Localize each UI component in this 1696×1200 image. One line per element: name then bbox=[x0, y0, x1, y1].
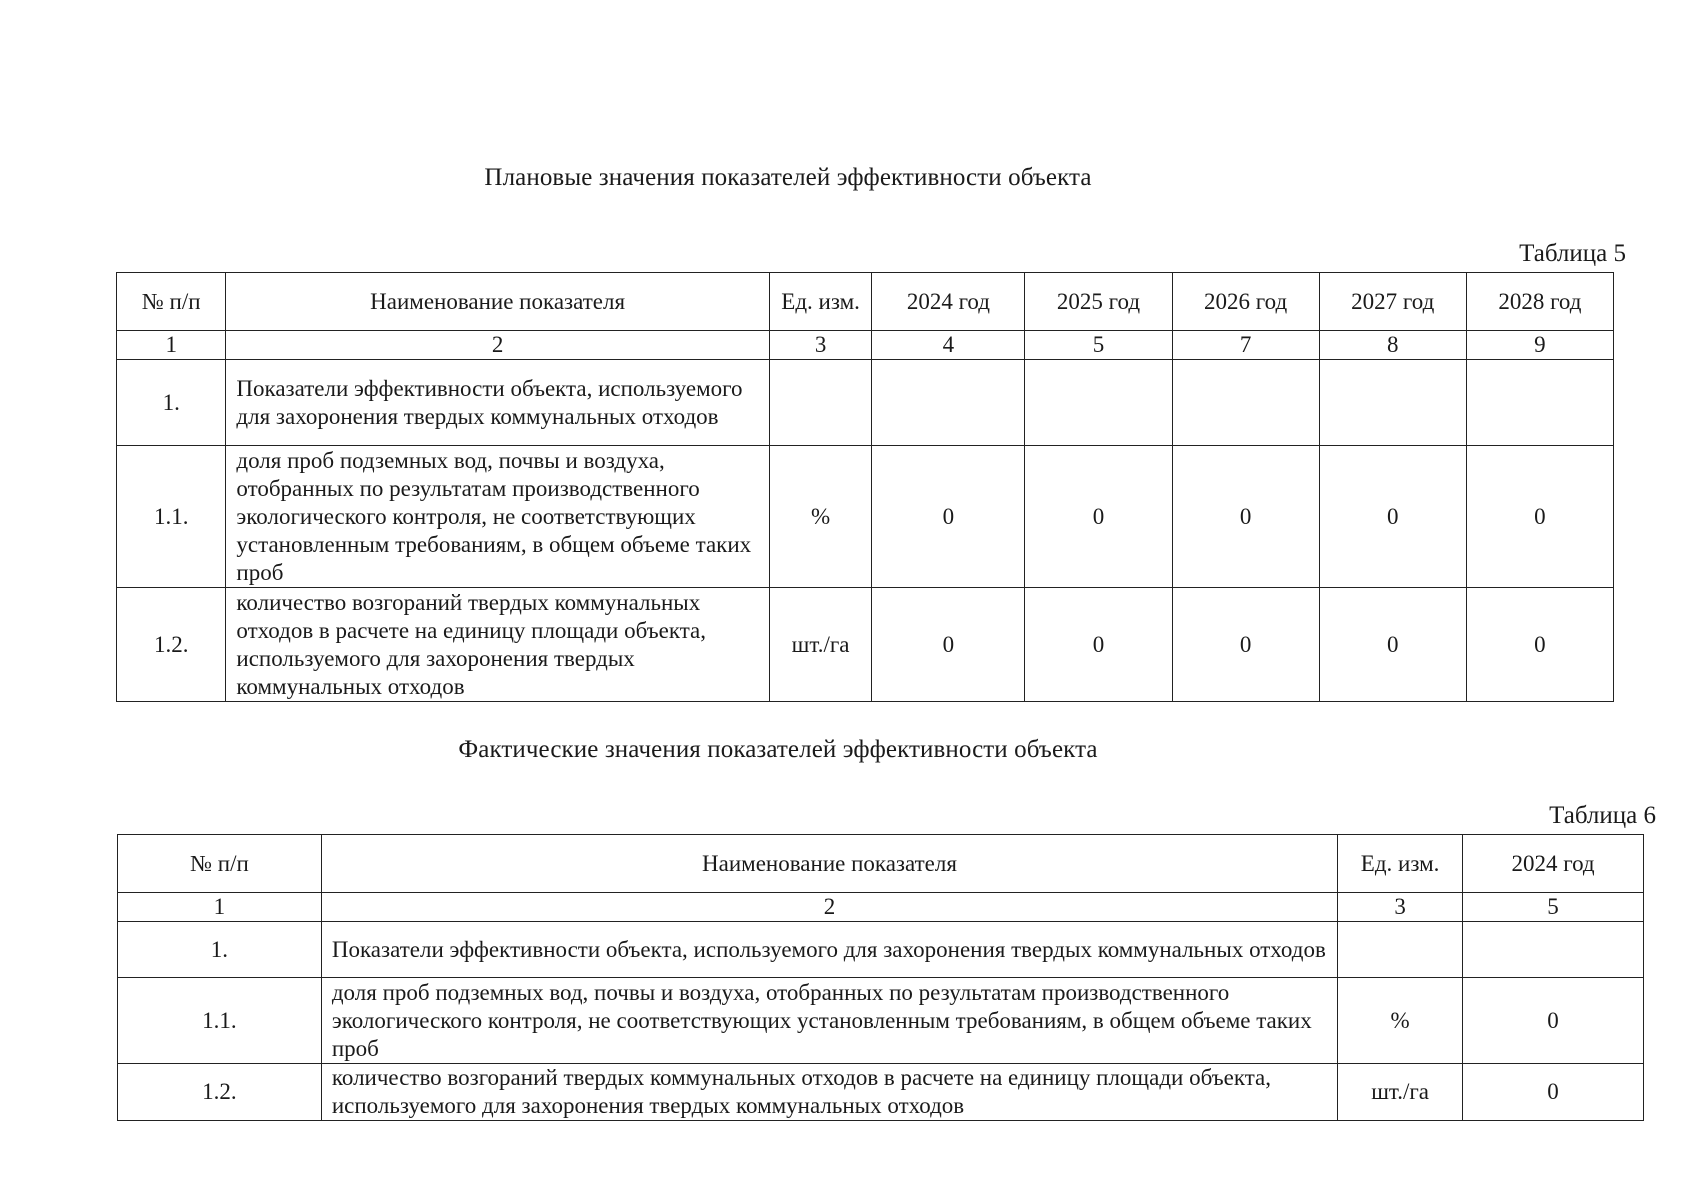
row-value-2024 bbox=[1463, 922, 1644, 978]
actual-values-table bbox=[117, 834, 1644, 1121]
row-num: 1.1. bbox=[117, 446, 226, 588]
row-value-2026: 0 bbox=[1172, 588, 1319, 702]
row-num: 1.2. bbox=[117, 588, 226, 702]
table-row bbox=[117, 588, 1614, 702]
table-row bbox=[118, 922, 1644, 978]
table-row bbox=[118, 978, 1644, 1064]
row-unit: % bbox=[1338, 978, 1463, 1064]
table6-header-unit: Ед. изм. bbox=[1338, 835, 1463, 893]
table6-header-num: № п/п bbox=[118, 835, 322, 893]
row-value-2025: 0 bbox=[1025, 588, 1172, 702]
row-num: 1.1. bbox=[118, 978, 322, 1064]
table-row bbox=[118, 1064, 1644, 1121]
row-name: доля проб подземных вод, почвы и воздуха, отобранных по результатам производственного экологического контроля, не соответствующих установленным требованиям, в общем объеме таких проб bbox=[321, 978, 1337, 1064]
table6-index-cell: 1 bbox=[118, 893, 322, 922]
row-value-2026: 0 bbox=[1172, 446, 1319, 588]
table5-index-cell: 4 bbox=[872, 331, 1025, 360]
row-unit: % bbox=[769, 446, 872, 588]
row-value-2025: 0 bbox=[1025, 446, 1172, 588]
table5-index-cell: 5 bbox=[1025, 331, 1172, 360]
table-row bbox=[117, 360, 1614, 446]
table5-header-num: № п/п bbox=[117, 273, 226, 331]
table6-header-2024: 2024 год bbox=[1463, 835, 1644, 893]
row-value-2026 bbox=[1172, 360, 1319, 446]
row-value-2027: 0 bbox=[1319, 588, 1466, 702]
row-name: Показатели эффективности объекта, используемого для захоронения твердых коммунальных отходов bbox=[321, 922, 1337, 978]
row-num: 1. bbox=[118, 922, 322, 978]
row-value-2028 bbox=[1466, 360, 1613, 446]
table-row bbox=[117, 446, 1614, 588]
table6-index-cell: 3 bbox=[1338, 893, 1463, 922]
row-name: Показатели эффективности объекта, используемого для захоронения твердых коммунальных отходов bbox=[226, 360, 769, 446]
row-name: доля проб подземных вод, почвы и воздуха, отобранных по результатам производственного экологического контроля, не соответствующих установленным требованиям, в общем объеме таких проб bbox=[226, 446, 769, 588]
row-value-2028: 0 bbox=[1466, 446, 1613, 588]
row-num: 1.2. bbox=[118, 1064, 322, 1121]
row-name: количество возгораний твердых коммунальных отходов в расчете на единицу площади объекта, используемого для захоронения твердых коммунальных отходов bbox=[321, 1064, 1337, 1121]
table6-index-cell: 5 bbox=[1463, 893, 1644, 922]
row-unit bbox=[1338, 922, 1463, 978]
row-value-2025 bbox=[1025, 360, 1172, 446]
table6-header-row bbox=[118, 835, 1644, 893]
table5-header-name: Наименование показателя bbox=[226, 273, 769, 331]
table5-label: Таблица 5 bbox=[1519, 240, 1626, 267]
table5-header-2024: 2024 год bbox=[872, 273, 1025, 331]
row-value-2027: 0 bbox=[1319, 446, 1466, 588]
row-value-2024 bbox=[872, 360, 1025, 446]
row-num: 1. bbox=[117, 360, 226, 446]
table5-header-2028: 2028 год bbox=[1466, 273, 1613, 331]
row-unit: шт./га bbox=[1338, 1064, 1463, 1121]
table5-index-cell: 9 bbox=[1466, 331, 1613, 360]
table5-title: Плановые значения показателей эффективности объекта bbox=[484, 164, 1092, 191]
planned-values-table bbox=[116, 272, 1614, 702]
row-value-2024: 0 bbox=[1463, 978, 1644, 1064]
row-value-2027 bbox=[1319, 360, 1466, 446]
row-value-2024: 0 bbox=[872, 588, 1025, 702]
row-value-2024: 0 bbox=[872, 446, 1025, 588]
table5-index-cell: 1 bbox=[117, 331, 226, 360]
row-name: количество возгораний твердых коммунальных отходов в расчете на единицу площади объекта, используемого для захоронения твердых коммунальных отходов bbox=[226, 588, 769, 702]
table5-index-cell: 8 bbox=[1319, 331, 1466, 360]
table5-index-cell: 7 bbox=[1172, 331, 1319, 360]
table6-header-name: Наименование показателя bbox=[321, 835, 1337, 893]
table5-header-row bbox=[117, 273, 1614, 331]
table6-label: Таблица 6 bbox=[1549, 802, 1656, 829]
table5-index-row bbox=[117, 331, 1614, 360]
table5-header-unit: Ед. изм. bbox=[769, 273, 872, 331]
row-value-2028: 0 bbox=[1466, 588, 1613, 702]
table5-index-cell: 3 bbox=[769, 331, 872, 360]
row-unit bbox=[769, 360, 872, 446]
table5-header-2027: 2027 год bbox=[1319, 273, 1466, 331]
table5-header-2025: 2025 год bbox=[1025, 273, 1172, 331]
table6-index-cell: 2 bbox=[321, 893, 1337, 922]
table6-index-row bbox=[118, 893, 1644, 922]
table6-title: Фактические значения показателей эффективности объекта bbox=[458, 736, 1098, 763]
row-value-2024: 0 bbox=[1463, 1064, 1644, 1121]
row-unit: шт./га bbox=[769, 588, 872, 702]
table5-index-cell: 2 bbox=[226, 331, 769, 360]
table5-header-2026: 2026 год bbox=[1172, 273, 1319, 331]
